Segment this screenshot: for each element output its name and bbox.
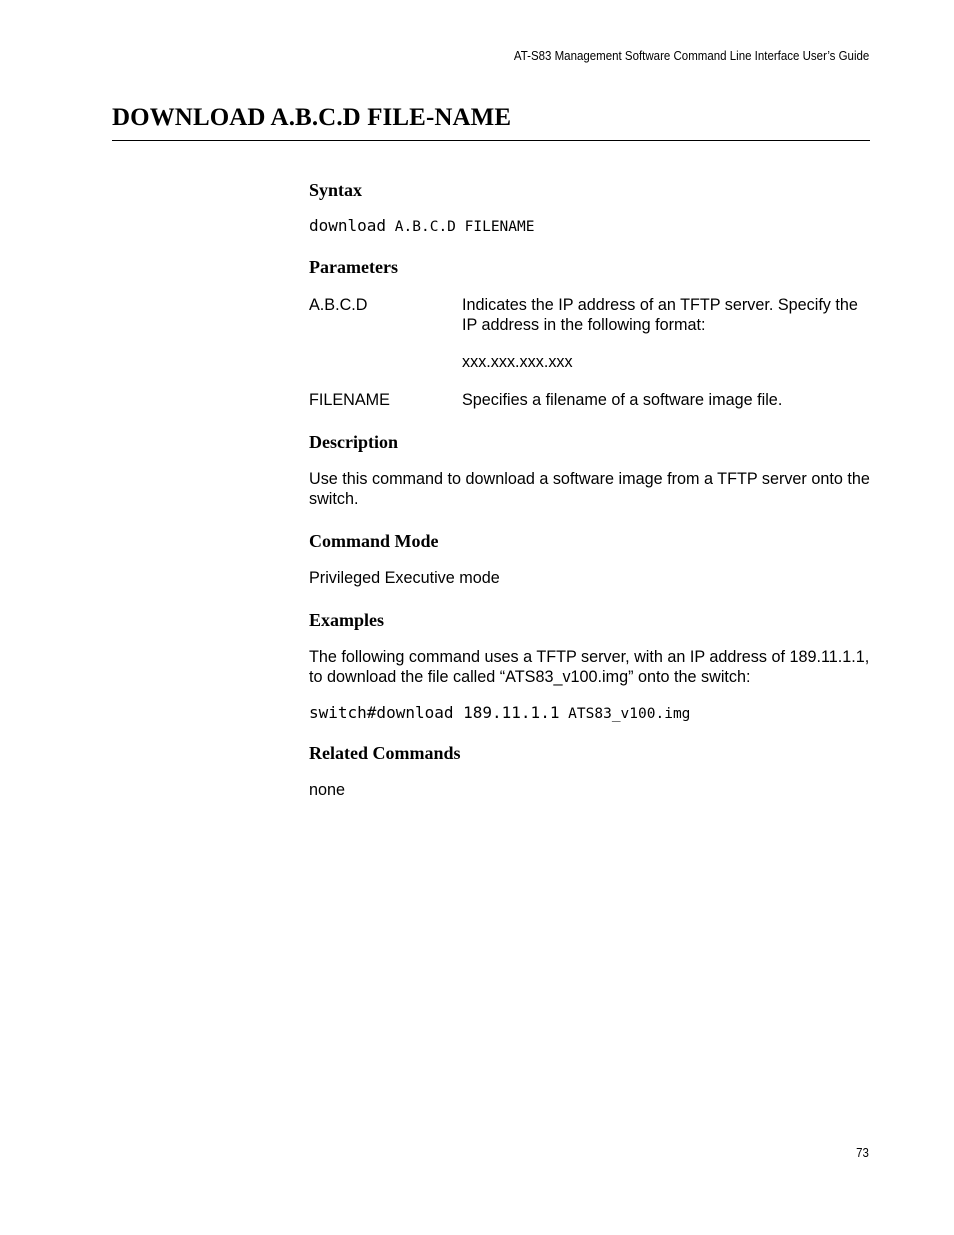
running-header: AT-S83 Management Software Command Line Interface User’s Guide xyxy=(513,49,869,63)
command-mode-text: Privileged Executive mode xyxy=(309,569,500,587)
syntax-command xyxy=(309,216,870,235)
description-heading: Description xyxy=(309,432,398,452)
related-commands-text: none xyxy=(309,781,346,799)
parameter-desc-cell xyxy=(462,295,870,372)
title-divider xyxy=(112,140,870,141)
parameter-description: Specifies a filename of a software image file. xyxy=(462,391,783,409)
description-text: Use this command to download a software image from a TFTP server onto the switch. xyxy=(309,470,870,508)
parameters-heading: Parameters xyxy=(309,257,398,277)
parameter-name: A.B.C.D xyxy=(309,296,368,314)
examples-heading: Examples xyxy=(309,610,385,630)
parameter-row xyxy=(309,295,870,372)
example-command-file: ATS83_v100.img xyxy=(559,706,691,722)
syntax-command-args: A.B.C.D FILENAME xyxy=(386,219,535,235)
parameter-name: FILENAME xyxy=(309,391,390,409)
example-command-main: switch#download 189.11.1.1 xyxy=(309,703,560,722)
main-content xyxy=(309,179,870,800)
syntax-command-name: download xyxy=(309,216,387,235)
page-number: 73 xyxy=(856,1146,869,1160)
parameter-row xyxy=(309,390,870,410)
parameter-description: Indicates the IP address of an TFTP server. Specify the IP address in the following format: xyxy=(462,296,858,334)
examples-text: The following command uses a TFTP server, with an IP address of 189.11.1.1, to download the file called “ATS83_v100.img” onto the switch: xyxy=(309,648,870,686)
related-commands-heading: Related Commands xyxy=(309,743,461,763)
command-mode-heading: Command Mode xyxy=(309,531,439,551)
page-title: DOWNLOAD A.B.C.D FILE-NAME xyxy=(112,104,512,131)
syntax-heading: Syntax xyxy=(309,180,363,200)
example-command xyxy=(309,703,870,722)
ip-format: xxx.xxx.xxx.xxx xyxy=(462,353,573,371)
